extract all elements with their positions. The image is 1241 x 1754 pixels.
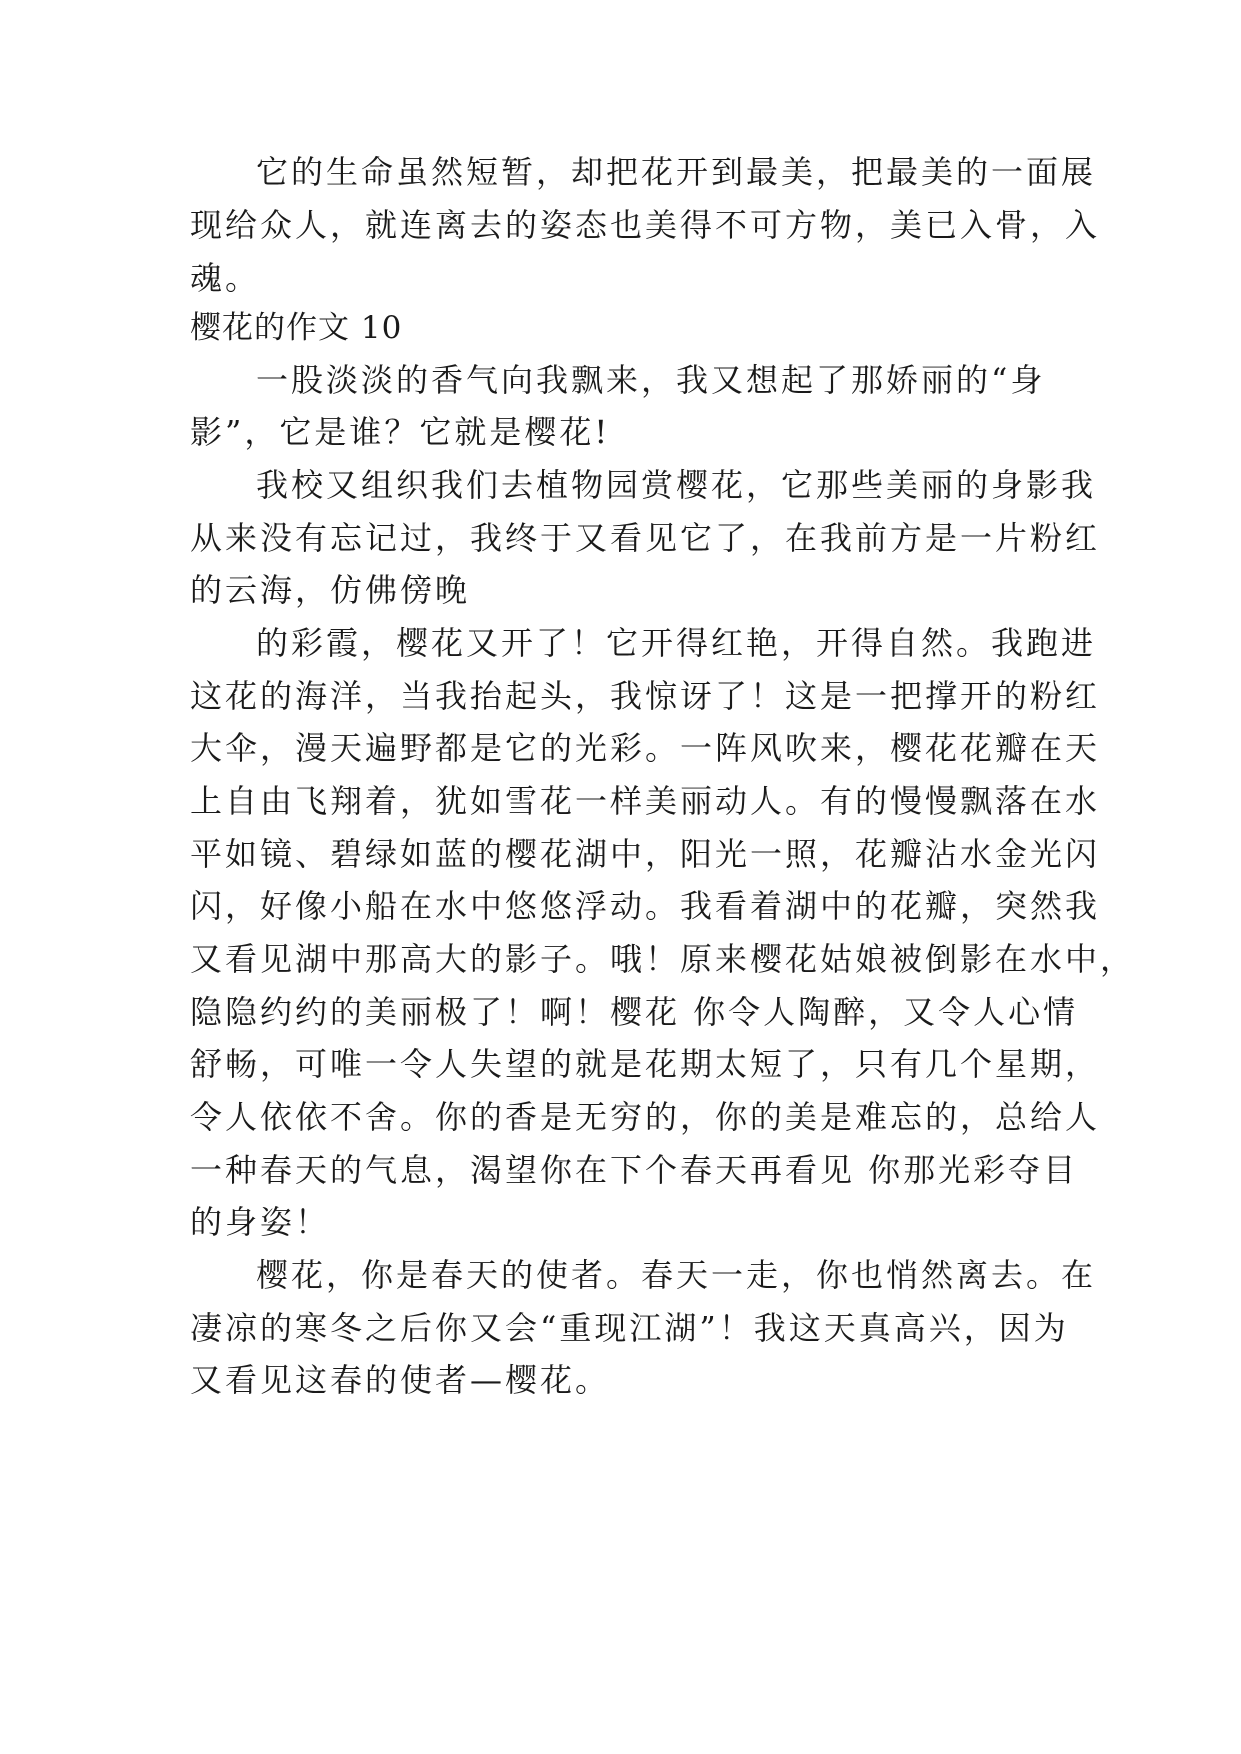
paragraph-line: 令人依依不舍。你的香是无穷的，你的美是难忘的，总给人: [190, 1098, 1101, 1136]
paragraph-line: 影”，它是谁？它就是樱花!: [190, 413, 611, 451]
paragraph-line: 一股淡淡的香气向我飘来，我又想起了那娇丽的“身: [256, 361, 1046, 399]
paragraph-line: 这花的海洋，当我抬起头，我惊讶了！这是一把撑开的粉红: [190, 677, 1101, 715]
paragraph-line: 它的生命虽然短暂，却把花开到最美，把最美的一面展: [256, 153, 1097, 191]
paragraph-line: 闪，好像小船在水中悠悠浮动。我看着湖中的花瓣，突然我: [190, 887, 1101, 925]
paragraph-line: 的身姿！: [190, 1203, 331, 1241]
paragraph-line: 我校又组织我们去植物园赏樱花，它那些美丽的身影我: [256, 466, 1097, 504]
paragraph-line: 的云海，仿佛傍晚: [190, 571, 471, 609]
paragraph-line: 现给众人，就连离去的姿态也美得不可方物，美已入骨，入: [190, 206, 1101, 244]
paragraph-line: 凄凉的寒冬之后你又会“重现江湖”！我这天真高兴，因为: [190, 1309, 1069, 1347]
paragraph-line: 舒畅，可唯一令人失望的就是花期太短了，只有几个星期，: [190, 1045, 1101, 1083]
paragraph-line: 上自由飞翔着，犹如雪花一样美丽动人。有的慢慢飘落在水: [190, 782, 1101, 820]
section-heading: 樱花的作文 10: [190, 310, 403, 346]
paragraph-line: 又看见湖中那高大的影子。哦！原来樱花姑娘被倒影在水中，: [190, 940, 1136, 978]
paragraph-line: 大伞，漫天遍野都是它的光彩。一阵风吹来，樱花花瓣在天: [190, 729, 1101, 767]
paragraph-line: 樱花，你是春天的使者。春天一走，你也悄然离去。在: [256, 1256, 1097, 1294]
paragraph-line: 平如镜、碧绿如蓝的樱花湖中，阳光一照，花瓣沾水金光闪: [190, 835, 1101, 873]
paragraph-line: 魂。: [190, 259, 261, 297]
paragraph-line: 的彩霞，樱花又开了！它开得红艳，开得自然。我跑进: [256, 624, 1097, 662]
paragraph-line: 隐隐约约的美丽极了！啊！樱花 你令人陶醉，又令人心情: [190, 993, 1079, 1031]
paragraph-line: 又看见这春的使者—樱花。: [190, 1361, 611, 1399]
paragraph-line: 从来没有忘记过，我终于又看见它了，在我前方是一片粉红: [190, 519, 1101, 557]
paragraph-line: 一种春天的气息，渴望你在下个春天再看见 你那光彩夺目: [190, 1151, 1079, 1189]
